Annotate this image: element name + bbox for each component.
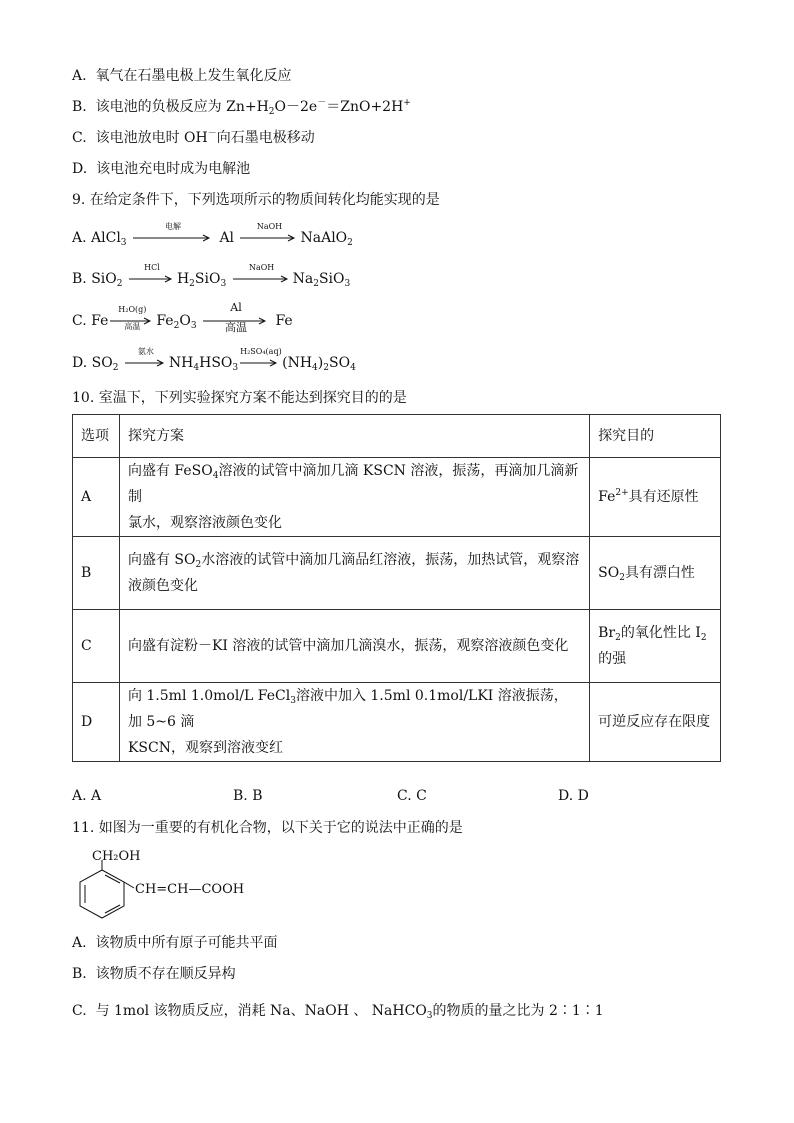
reaction-arrow: 电解 <box>133 234 213 242</box>
table-row <box>73 683 721 762</box>
table-header-row <box>73 415 721 458</box>
q10-answer-choices <box>72 788 732 808</box>
plan-cell: 向盛有 FeSO$_4$溶液的试管中滴加几滴 KSCN 溶液，振荡，再滴加几滴新制 氯水，观察溶液颜色变化 <box>119 458 589 537</box>
answer-choice: B. B <box>233 788 263 804</box>
plan-cell: 向 1.5ml 1.0mol/L FeCl$_3$溶液中加入 1.5ml 0.1mol/LKI 溶液振荡，加 5~6 滴 KSCN，观察到溶液变红 <box>119 683 589 762</box>
q9-option-b: B. SiO$_2$ HCl $H_2SiO_3$ NaOH $Na_2SiO_3$ <box>72 263 351 289</box>
reaction-arrow: Al 高温 <box>203 317 269 325</box>
reaction-arrow: NaOH <box>233 275 291 283</box>
q10-stem: 10. 室温下，下列实验探究方案不能达到探究目的的是 <box>72 390 407 406</box>
benzene-ring-diagram <box>72 848 262 928</box>
answer-choice: D. D <box>558 788 589 804</box>
q11-option-c: C. 与 1mol 该物质反应，消耗 Na、NaOH 、 NaHCO$_3$的物质的量之比为 2∶1∶1 <box>72 1003 604 1021</box>
option-cell: C <box>73 610 120 683</box>
table-row <box>73 458 721 537</box>
q9-option-d: D. $SO_2$ 氨水 $NH_4HSO_3$ H₂SO₄(aq) $(NH_4)_2SO_4$ <box>72 347 356 373</box>
q11-stem: 11. 如图为一重要的有机化合物，以下关于它的说法中正确的是 <box>72 820 463 836</box>
chemical-structure <box>72 848 262 932</box>
q9-option-a: A. AlCl$_3$ 电解 Al NaOH NaAlO$_2$ <box>72 222 353 248</box>
acrylic-acid-chain: CH=CH—COOH <box>135 882 245 897</box>
hydroxymethyl-group: CH₂OH <box>92 849 141 864</box>
goal-cell: 可逆反应存在限度 <box>590 683 721 762</box>
goal-cell: $Fe^{2+}$具有还原性 <box>590 458 721 537</box>
table-row <box>73 537 721 610</box>
reaction-arrow: NaOH <box>240 234 298 242</box>
q8-option-a: A. 氧气在石墨电极上发生氧化反应 <box>72 68 292 84</box>
reaction-arrow: 氨水 <box>125 359 167 367</box>
table-row <box>73 610 721 683</box>
q9-option-c: C. Fe H₂O(g) 高温 $Fe_2O_3$ Al 高温 Fe <box>72 301 293 334</box>
q8-option-d: D. 该电池充电时成为电解池 <box>72 161 251 177</box>
goal-cell: $Br_2$的氧化性比 $I_2$ 的强 <box>590 610 721 683</box>
answer-choice: C. C <box>397 788 427 804</box>
plan-cell: 向盛有 $SO_2$水溶液的试管中滴加几滴品红溶液，振荡，加热试管，观察溶 液颜色变化 <box>119 537 589 610</box>
table-header-cell: 选项 <box>73 415 120 458</box>
answer-choice: A. A <box>72 788 102 804</box>
option-cell: A <box>73 458 120 537</box>
plan-cell: 向盛有淀粉－KI 溶液的试管中滴加几滴溴水，振荡，观察溶液颜色变化 <box>119 610 589 683</box>
table-header-cell: 探究方案 <box>119 415 589 458</box>
option-cell: D <box>73 683 120 762</box>
goal-cell: $SO_2$具有漂白性 <box>590 537 721 610</box>
q8-option-b: B. 该电池的负极反应为 $Zn+H_2O-2e^-=ZnO+2H^+$ <box>72 98 411 117</box>
option-cell: B <box>73 537 120 610</box>
q8-option-c: C. 该电池放电时 OH－向石墨电极移动 <box>72 129 315 146</box>
reaction-arrow: H₂SO₄(aq) <box>240 359 280 367</box>
q11-option-b: B. 该物质不存在顺反异构 <box>72 966 236 982</box>
q11-option-a: A. 该物质中所有原子可能共平面 <box>72 935 278 951</box>
table-header-cell: 探究目的 <box>590 415 721 458</box>
reaction-arrow: HCl <box>129 275 175 283</box>
q9-stem: 9. 在给定条件下，下列选项所示的物质间转化均能实现的是 <box>72 192 440 208</box>
reaction-arrow: H₂O(g) 高温 <box>110 317 154 325</box>
experiment-table <box>72 414 721 762</box>
